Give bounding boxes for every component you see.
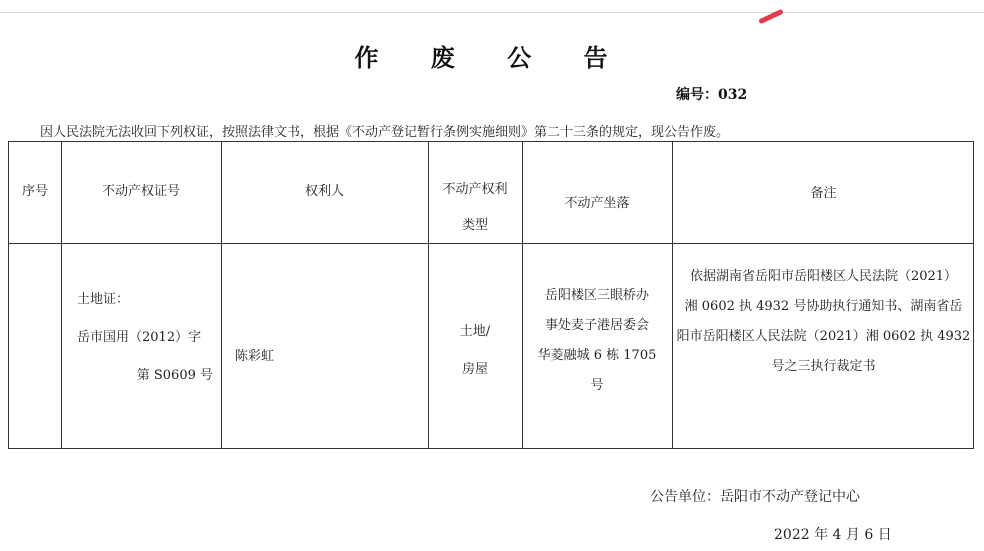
location-line: 号 xyxy=(590,378,604,393)
row-remark xyxy=(672,262,975,382)
cert-line: 第 S0609 号 xyxy=(136,368,213,383)
header-cert-no: 不动产权证号 xyxy=(101,184,180,199)
top-divider xyxy=(0,12,984,13)
row-cert-no xyxy=(77,281,217,395)
right-type-line: 房屋 xyxy=(461,362,488,377)
right-type-line: 土地/ xyxy=(459,324,491,339)
row-owner: 陈彩虹 xyxy=(235,349,275,364)
remark-line: 阳市岳阳楼区人民法院（2021）湘 0602 执 4932 xyxy=(676,329,971,344)
issuing-unit: 公告单位：岳阳市不动产登记中心 xyxy=(650,489,860,505)
row-location xyxy=(522,281,672,401)
header-owner: 权利人 xyxy=(304,184,344,199)
intro-paragraph: 因人民法院无法收回下列权证，按照法律文书，根据《不动产登记暂行条例实施细则》第二十三条的规定，现公告作废。 xyxy=(40,125,730,140)
header-seq: 序号 xyxy=(21,184,48,199)
issue-date: 2022 年 4 月 6 日 xyxy=(774,527,892,543)
remark-line: 号之三执行裁定书 xyxy=(771,359,876,374)
remark-line: 湘 0602 执 4932 号协助执行通知书、湖南省岳 xyxy=(684,299,963,314)
header-remark: 备注 xyxy=(810,186,837,201)
cert-line: 土地证： xyxy=(77,292,130,307)
header-right-type xyxy=(428,172,522,244)
page-title: 作 废 公 告 xyxy=(354,43,630,72)
location-line: 事处麦子港居委会 xyxy=(544,318,649,333)
location-line: 华菱融城 6 栋 1705 xyxy=(537,348,657,363)
location-line: 岳阳楼区三眼桥办 xyxy=(544,288,649,303)
header-right-type-line: 类型 xyxy=(461,218,488,233)
cert-line: 岳市国用（2012）字 xyxy=(77,330,202,345)
row-right-type xyxy=(428,313,522,389)
remark-line: 依据湖南省岳阳市岳阳楼区人民法院（2021） xyxy=(689,269,958,284)
header-right-type-line: 不动产权利 xyxy=(442,182,508,197)
document-number: 编号：032 xyxy=(676,87,748,103)
notice-table xyxy=(8,141,974,449)
header-location: 不动产坐落 xyxy=(564,196,630,211)
